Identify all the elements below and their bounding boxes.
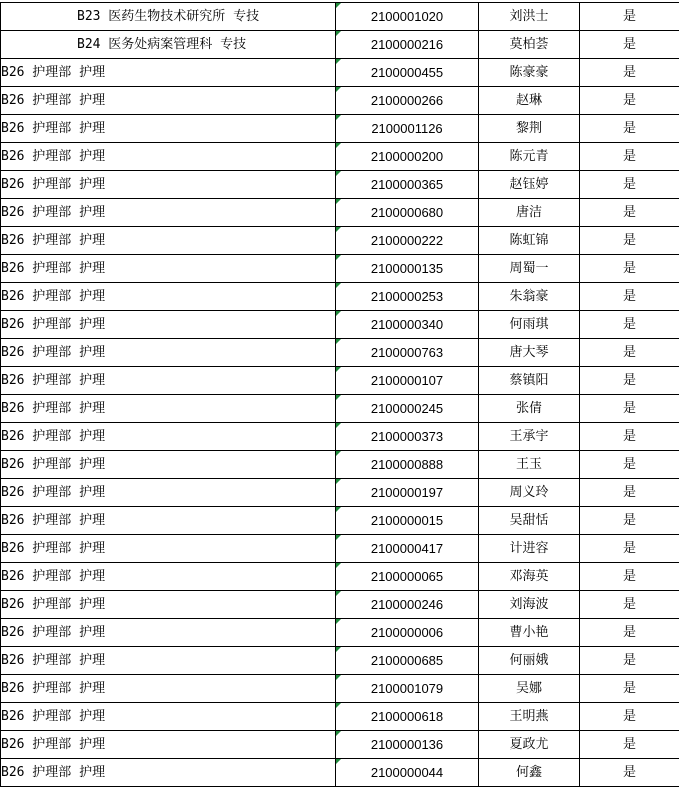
table-row	[1, 283, 679, 311]
cell-id-text: 2100000266	[371, 93, 443, 108]
cell-id[interactable]	[336, 339, 479, 367]
cell-id-text: 2100001020	[371, 9, 443, 24]
cell-name[interactable]: 计进容	[479, 535, 580, 563]
cell-department[interactable]: B26 护理部 护理	[1, 87, 336, 115]
cell-id[interactable]	[336, 255, 479, 283]
cell-department[interactable]: B26 护理部 护理	[1, 199, 336, 227]
cell-id-text: 2100000417	[371, 541, 443, 556]
cell-name[interactable]: 王玉	[479, 451, 580, 479]
cell-department[interactable]: B26 护理部 护理	[1, 591, 336, 619]
cell-id-text: 2100000253	[371, 289, 443, 304]
cell-flag[interactable]: 是	[580, 395, 679, 423]
cell-flag[interactable]: 是	[580, 507, 679, 535]
cell-flag[interactable]: 是	[580, 143, 679, 171]
cell-id[interactable]	[336, 703, 479, 731]
table-row	[1, 619, 679, 647]
cell-id[interactable]	[336, 115, 479, 143]
cell-flag[interactable]: 是	[580, 619, 679, 647]
cell-id[interactable]	[336, 759, 479, 787]
table-row	[1, 675, 679, 703]
cell-id[interactable]	[336, 507, 479, 535]
cell-id-text: 2100000340	[371, 317, 443, 332]
cell-department[interactable]: B26 护理部 护理	[1, 367, 336, 395]
cell-name[interactable]: 刘洪士	[479, 3, 580, 31]
cell-department[interactable]: B26 护理部 护理	[1, 647, 336, 675]
text-number-warning-icon	[336, 115, 341, 120]
table-row	[1, 451, 679, 479]
cell-department[interactable]: B26 护理部 护理	[1, 311, 336, 339]
text-number-warning-icon	[336, 87, 341, 92]
cell-name[interactable]: 王承宇	[479, 423, 580, 451]
cell-id-text: 2100000135	[371, 261, 443, 276]
cell-id[interactable]	[336, 591, 479, 619]
cell-id-text: 2100000216	[371, 37, 443, 52]
text-number-warning-icon	[336, 423, 341, 428]
text-number-warning-icon	[336, 563, 341, 568]
cell-department[interactable]: B26 护理部 护理	[1, 255, 336, 283]
cell-department[interactable]: B26 护理部 护理	[1, 479, 336, 507]
cell-id[interactable]	[336, 479, 479, 507]
cell-id-text: 2100000365	[371, 177, 443, 192]
cell-id-text: 2100000763	[371, 345, 443, 360]
cell-flag[interactable]: 是	[580, 283, 679, 311]
cell-id-text: 2100000222	[371, 233, 443, 248]
cell-id[interactable]	[336, 227, 479, 255]
text-number-warning-icon	[336, 31, 341, 36]
text-number-warning-icon	[336, 395, 341, 400]
table-row	[1, 479, 679, 507]
cell-id[interactable]	[336, 535, 479, 563]
text-number-warning-icon	[336, 227, 341, 232]
cell-name[interactable]: 蔡镇阳	[479, 367, 580, 395]
table-row	[1, 199, 679, 227]
cell-id[interactable]	[336, 423, 479, 451]
cell-id-text: 2100000685	[371, 653, 443, 668]
cell-id-text: 2100000200	[371, 149, 443, 164]
text-number-warning-icon	[336, 143, 341, 148]
cell-department[interactable]: B24 医务处病案管理科 专技	[1, 31, 336, 59]
cell-id[interactable]	[336, 283, 479, 311]
cell-id-text: 2100000006	[371, 625, 443, 640]
cell-name[interactable]: 何鑫	[479, 759, 580, 787]
cell-name[interactable]: 吴甜恬	[479, 507, 580, 535]
cell-flag[interactable]: 是	[580, 199, 679, 227]
cell-department[interactable]: B26 护理部 护理	[1, 759, 336, 787]
cell-id[interactable]	[336, 563, 479, 591]
cell-id-text: 2100000373	[371, 429, 443, 444]
table-row	[1, 3, 679, 31]
cell-flag[interactable]: 是	[580, 115, 679, 143]
cell-department[interactable]: B26 护理部 护理	[1, 731, 336, 759]
text-number-warning-icon	[336, 619, 341, 624]
cell-name[interactable]: 吴娜	[479, 675, 580, 703]
table-row	[1, 87, 679, 115]
cell-id[interactable]	[336, 395, 479, 423]
text-number-warning-icon	[336, 591, 341, 596]
cell-flag[interactable]: 是	[580, 591, 679, 619]
cell-id[interactable]	[336, 311, 479, 339]
text-number-warning-icon	[336, 759, 341, 764]
cell-flag[interactable]: 是	[580, 479, 679, 507]
cell-name[interactable]: 曹小艳	[479, 619, 580, 647]
table-row	[1, 535, 679, 563]
cell-flag[interactable]: 是	[580, 339, 679, 367]
cell-flag[interactable]: 是	[580, 31, 679, 59]
table-row	[1, 115, 679, 143]
cell-id-text: 2100001126	[371, 121, 442, 136]
cell-id[interactable]	[336, 647, 479, 675]
cell-department[interactable]: B26 护理部 护理	[1, 423, 336, 451]
cell-name[interactable]: 周蜀一	[479, 255, 580, 283]
table-row	[1, 731, 679, 759]
table-row	[1, 311, 679, 339]
cell-id[interactable]	[336, 143, 479, 171]
text-number-warning-icon	[336, 675, 341, 680]
cell-id-text: 2100000618	[371, 709, 443, 724]
cell-department[interactable]: B26 护理部 护理	[1, 143, 336, 171]
table-row	[1, 395, 679, 423]
table-row	[1, 703, 679, 731]
cell-flag[interactable]: 是	[580, 675, 679, 703]
cell-name[interactable]: 夏政尤	[479, 731, 580, 759]
cell-department[interactable]: B26 护理部 护理	[1, 395, 336, 423]
cell-id[interactable]	[336, 3, 479, 31]
cell-flag[interactable]: 是	[580, 451, 679, 479]
text-number-warning-icon	[336, 59, 341, 64]
cell-department[interactable]: B26 护理部 护理	[1, 535, 336, 563]
table-row	[1, 171, 679, 199]
text-number-warning-icon	[336, 731, 341, 736]
cell-flag[interactable]: 是	[580, 367, 679, 395]
cell-id-text: 2100000065	[371, 569, 443, 584]
spreadsheet-table	[0, 2, 679, 787]
cell-name[interactable]: 刘海波	[479, 591, 580, 619]
table-row	[1, 143, 679, 171]
cell-flag[interactable]: 是	[580, 759, 679, 787]
table-row	[1, 59, 679, 87]
cell-department[interactable]: B26 护理部 护理	[1, 451, 336, 479]
table-body	[1, 3, 679, 787]
cell-department[interactable]: B23 医药生物技术研究所 专技	[1, 3, 336, 31]
cell-department[interactable]: B26 护理部 护理	[1, 507, 336, 535]
table-row	[1, 31, 679, 59]
cell-id-text: 2100000888	[371, 457, 443, 472]
cell-department[interactable]: B26 护理部 护理	[1, 675, 336, 703]
cell-department[interactable]: B26 护理部 护理	[1, 339, 336, 367]
cell-id[interactable]	[336, 367, 479, 395]
cell-flag[interactable]: 是	[580, 703, 679, 731]
table-row	[1, 423, 679, 451]
cell-flag[interactable]: 是	[580, 731, 679, 759]
text-number-warning-icon	[336, 535, 341, 540]
text-number-warning-icon	[336, 339, 341, 344]
text-number-warning-icon	[336, 367, 341, 372]
cell-department[interactable]: B26 护理部 护理	[1, 115, 336, 143]
cell-flag[interactable]: 是	[580, 255, 679, 283]
text-number-warning-icon	[336, 283, 341, 288]
cell-flag[interactable]: 是	[580, 227, 679, 255]
cell-id[interactable]	[336, 199, 479, 227]
cell-department[interactable]: B26 护理部 护理	[1, 171, 336, 199]
table-row	[1, 367, 679, 395]
text-number-warning-icon	[336, 479, 341, 484]
cell-flag[interactable]: 是	[580, 87, 679, 115]
cell-id-text: 2100000680	[371, 205, 443, 220]
cell-id[interactable]	[336, 59, 479, 87]
cell-id[interactable]	[336, 171, 479, 199]
cell-flag[interactable]: 是	[580, 535, 679, 563]
cell-name[interactable]: 王明燕	[479, 703, 580, 731]
cell-name[interactable]: 赵琳	[479, 87, 580, 115]
text-number-warning-icon	[336, 311, 341, 316]
cell-name[interactable]: 张倩	[479, 395, 580, 423]
table-row	[1, 759, 679, 787]
cell-department[interactable]: B26 护理部 护理	[1, 227, 336, 255]
cell-department[interactable]: B26 护理部 护理	[1, 59, 336, 87]
cell-id-text: 2100000136	[371, 737, 443, 752]
cell-flag[interactable]: 是	[580, 59, 679, 87]
table-row	[1, 339, 679, 367]
cell-id-text: 2100001079	[371, 681, 443, 696]
cell-name[interactable]: 周义玲	[479, 479, 580, 507]
table-row	[1, 507, 679, 535]
cell-id[interactable]	[336, 619, 479, 647]
cell-id-text: 2100000044	[371, 765, 443, 780]
text-number-warning-icon	[336, 507, 341, 512]
cell-flag[interactable]: 是	[580, 423, 679, 451]
cell-flag[interactable]: 是	[580, 311, 679, 339]
cell-name[interactable]: 陈虹锦	[479, 227, 580, 255]
text-number-warning-icon	[336, 171, 341, 176]
cell-name[interactable]: 何雨琪	[479, 311, 580, 339]
cell-id-text: 2100000246	[371, 597, 443, 612]
cell-id[interactable]	[336, 675, 479, 703]
cell-flag[interactable]: 是	[580, 647, 679, 675]
cell-name[interactable]: 陈元青	[479, 143, 580, 171]
cell-id[interactable]	[336, 731, 479, 759]
table-row	[1, 591, 679, 619]
cell-department[interactable]: B26 护理部 护理	[1, 283, 336, 311]
cell-id[interactable]	[336, 451, 479, 479]
cell-name[interactable]: 何丽娥	[479, 647, 580, 675]
table-row	[1, 255, 679, 283]
text-number-warning-icon	[336, 199, 341, 204]
table-row	[1, 227, 679, 255]
cell-id-text: 2100000245	[371, 401, 443, 416]
text-number-warning-icon	[336, 3, 341, 8]
table-row	[1, 563, 679, 591]
cell-department[interactable]: B26 护理部 护理	[1, 619, 336, 647]
cell-name[interactable]: 邓海英	[479, 563, 580, 591]
cell-id-text: 2100000455	[371, 65, 443, 80]
cell-name[interactable]: 赵钰婷	[479, 171, 580, 199]
cell-name[interactable]: 朱翁豪	[479, 283, 580, 311]
text-number-warning-icon	[336, 647, 341, 652]
cell-name[interactable]: 黎荆	[479, 115, 580, 143]
cell-department[interactable]: B26 护理部 护理	[1, 563, 336, 591]
text-number-warning-icon	[336, 255, 341, 260]
cell-name[interactable]: 莫柏荟	[479, 31, 580, 59]
text-number-warning-icon	[336, 703, 341, 708]
cell-id[interactable]	[336, 31, 479, 59]
cell-name[interactable]: 陈豪豪	[479, 59, 580, 87]
cell-department[interactable]: B26 护理部 护理	[1, 703, 336, 731]
cell-id[interactable]	[336, 87, 479, 115]
cell-name[interactable]: 唐大琴	[479, 339, 580, 367]
cell-flag[interactable]: 是	[580, 563, 679, 591]
table-row	[1, 647, 679, 675]
cell-flag[interactable]: 是	[580, 3, 679, 31]
cell-id-text: 2100000197	[371, 485, 443, 500]
cell-flag[interactable]: 是	[580, 171, 679, 199]
cell-id-text: 2100000107	[371, 373, 443, 388]
text-number-warning-icon	[336, 451, 341, 456]
cell-id-text: 2100000015	[371, 513, 443, 528]
cell-name[interactable]: 唐洁	[479, 199, 580, 227]
